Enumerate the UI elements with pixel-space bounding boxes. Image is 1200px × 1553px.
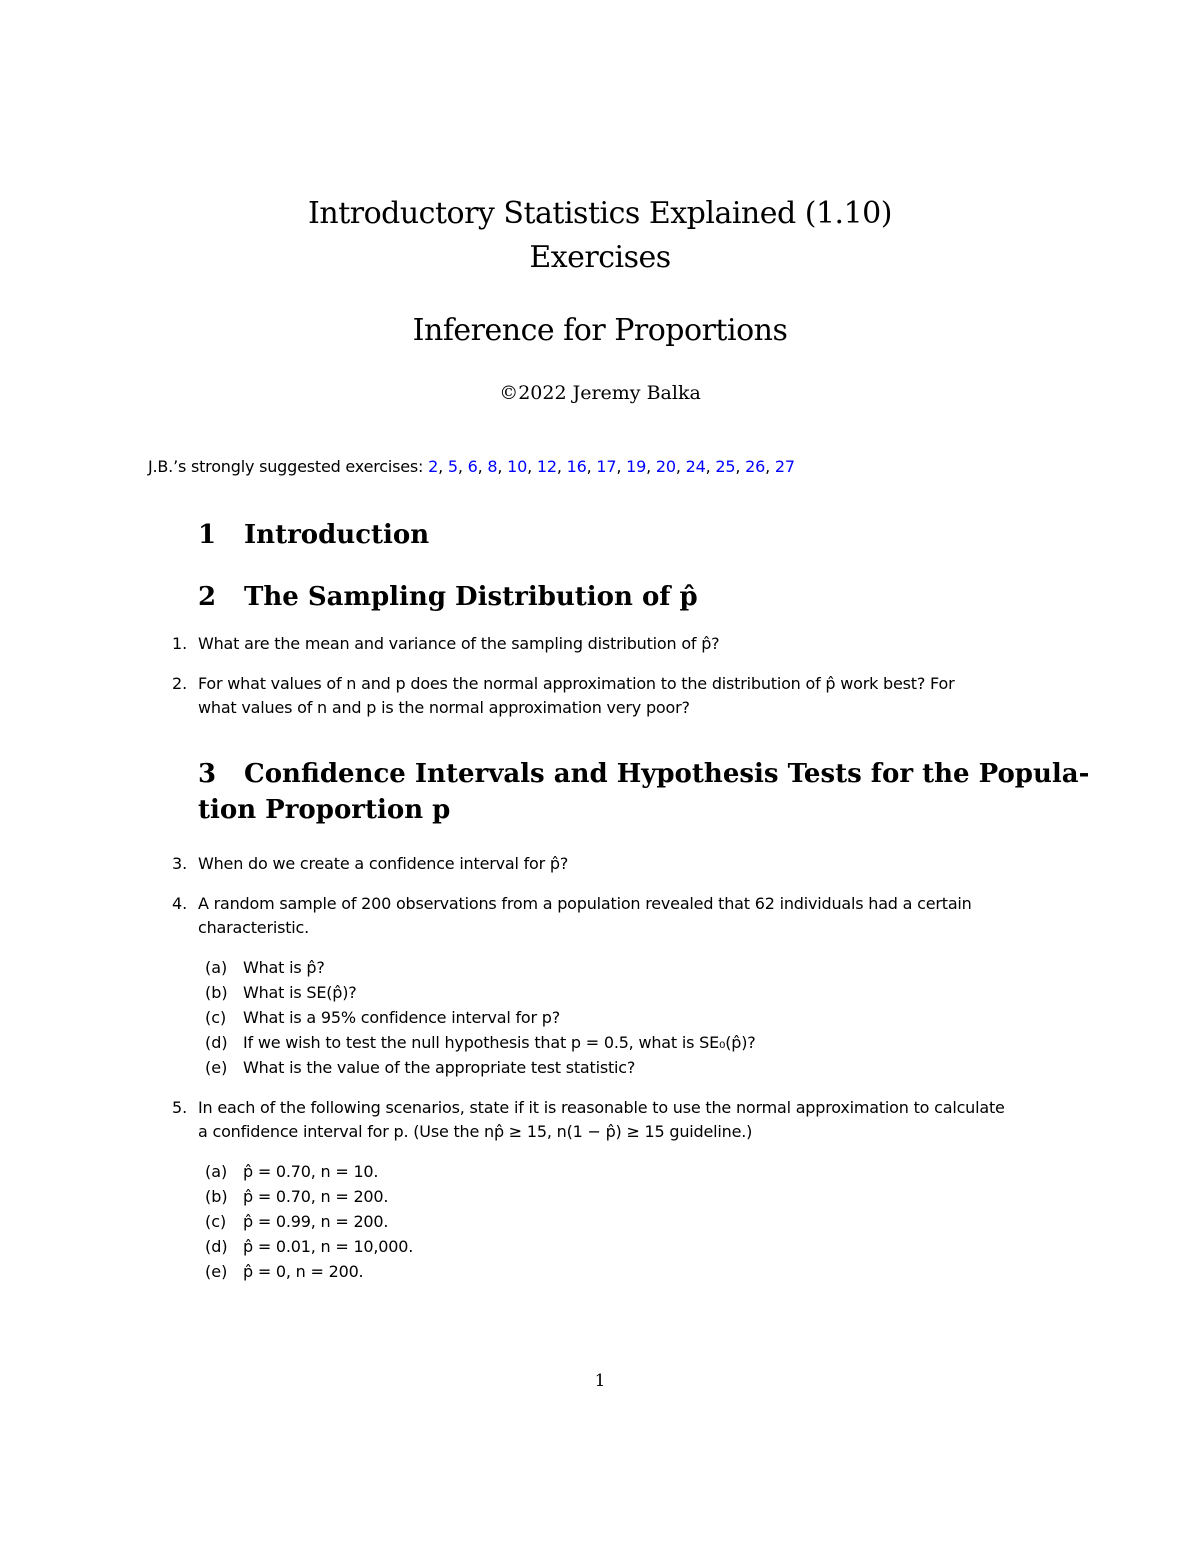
exercise-1-text: What are the mean and variance of the sampling distribution of p̂? [198,634,720,653]
suggested-exercise-link-16[interactable]: 16 [566,457,587,476]
exercise-2-line-2: what values of n and p is the normal approximation very poor? [198,698,690,717]
exercise-4a-text: What is p̂? [243,958,325,977]
exercise-4d-text: If we wish to test the null hypothesis that p = 0.5, what is SE₀(p̂)? [243,1033,756,1052]
exercise-2-number: 2. [172,674,188,693]
suggested-exercise-link-17[interactable]: 17 [596,457,617,476]
section-3-title-line-1: Confidence Intervals and Hypothesis Tests for the Popula- [244,759,1090,789]
exercise-4-number: 4. [172,894,188,913]
suggested-exercises [148,457,795,476]
suggested-exercise-link-10[interactable]: 10 [507,457,528,476]
suggested-links [428,457,795,476]
document-topic: Inference for Proportions [412,313,788,348]
copyright-author: ©2022 Jeremy Balka [499,382,701,404]
exercise-5b-text: p̂ = 0.70, n = 200. [243,1187,389,1206]
exercise-4b-label: (b) [205,983,228,1002]
page-number: 1 [594,1371,606,1391]
link-separator: , [765,457,775,476]
exercise-1-number: 1. [172,634,188,653]
document-subtitle-exercises: Exercises [529,240,671,275]
link-separator: , [646,457,656,476]
exercise-5a-text: p̂ = 0.70, n = 10. [243,1162,379,1181]
exercise-4c-label: (c) [205,1008,227,1027]
exercise-3-number: 3. [172,854,188,873]
exercise-5d-label: (d) [205,1237,228,1256]
link-separator: , [705,457,716,476]
exercise-5-line-2: a confidence interval for p. (Use the np̂ ≥ 15, n(1 − p̂) ≥ 15 guideline.) [198,1122,753,1141]
suggested-label: J.B.’s strongly suggested exercises: [148,457,424,476]
suggested-exercise-link-6[interactable]: 6 [467,457,478,476]
exercise-5d-text: p̂ = 0.01, n = 10,000. [243,1237,414,1256]
exercise-5b-label: (b) [205,1187,228,1206]
exercise-3-text: When do we create a confidence interval for p̂? [198,854,569,873]
suggested-exercise-link-26[interactable]: 26 [745,457,766,476]
suggested-exercise-link-8[interactable]: 8 [487,457,498,476]
section-3-title-line-2: tion Proportion p [198,795,451,825]
exercise-5-number: 5. [172,1098,188,1117]
link-separator: , [735,457,746,476]
exercise-5c-text: p̂ = 0.99, n = 200. [243,1212,389,1231]
exercise-4a-label: (a) [205,958,228,977]
link-separator: , [616,457,627,476]
suggested-exercise-link-12[interactable]: 12 [536,457,557,476]
exercise-4c-text: What is a 95% confidence interval for p? [243,1008,561,1027]
suggested-exercise-link-19[interactable]: 19 [626,457,647,476]
section-2-number: 2 [198,582,217,612]
suggested-exercise-link-27[interactable]: 27 [774,457,795,476]
link-separator: , [527,457,537,476]
exercise-5e-label: (e) [205,1262,228,1281]
section-2-title: The Sampling Distribution of p̂ [244,582,698,612]
document-title: Introductory Statistics Explained (1.10) [308,196,892,231]
link-separator: , [497,457,508,476]
suggested-exercise-link-2[interactable]: 2 [428,457,439,476]
exercise-2-line-1: For what values of n and p does the normal approximation to the distribution of p̂ work best? For [198,674,955,693]
link-separator: , [675,457,686,476]
exercise-5e-text: p̂ = 0, n = 200. [243,1262,364,1281]
exercise-5a-label: (a) [205,1162,228,1181]
exercise-4e-text: What is the value of the appropriate test statistic? [243,1058,636,1077]
exercise-4-line-2: characteristic. [198,918,310,937]
suggested-exercise-link-5[interactable]: 5 [447,457,458,476]
suggested-exercise-link-24[interactable]: 24 [685,457,706,476]
exercise-5-line-1: In each of the following scenarios, state if it is reasonable to use the normal approximation to calculate [198,1098,1005,1117]
exercise-4d-label: (d) [205,1033,228,1052]
suggested-exercise-link-25[interactable]: 25 [715,457,736,476]
link-separator: , [556,457,567,476]
suggested-exercise-link-20[interactable]: 20 [655,457,676,476]
exercise-4b-text: What is SE(p̂)? [243,983,357,1002]
exercise-4-line-1: A random sample of 200 observations from a population revealed that 62 individuals had a certain [198,894,972,913]
section-3-number: 3 [198,759,217,789]
link-separator: , [477,457,488,476]
section-1-title: Introduction [244,520,430,550]
section-1-number: 1 [198,520,217,550]
link-separator: , [586,457,597,476]
link-separator: , [438,457,448,476]
link-separator: , [457,457,468,476]
exercise-4e-label: (e) [205,1058,228,1077]
exercise-5c-label: (c) [205,1212,227,1231]
